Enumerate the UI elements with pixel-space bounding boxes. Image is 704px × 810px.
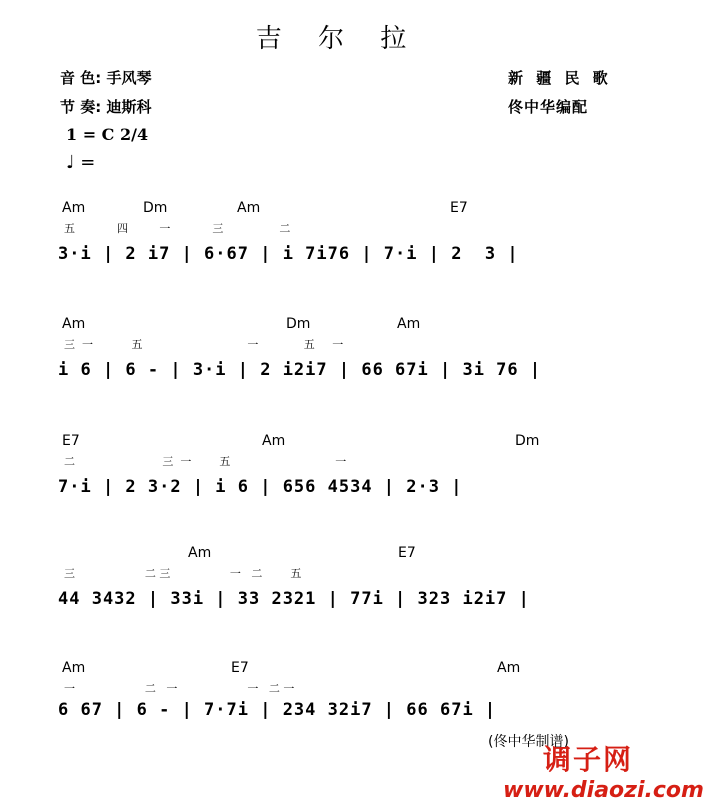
chord-label: Am <box>262 433 286 449</box>
song-title: 吉 尔 拉 <box>255 24 421 54</box>
watermark-url: www.diaozi.com <box>503 778 704 803</box>
tempo-marking: ♩ = <box>66 152 96 173</box>
source-label: 新 疆 民 歌 <box>508 69 612 87</box>
notation-line: 6 67 | 6 - | 7·7i | 234 32i7 | 66 67i | <box>58 700 497 720</box>
chord-label: Am <box>397 316 421 332</box>
staff-row-2 <box>0 316 676 416</box>
notation-line: 44 3432 | 33i | 33 2321 | 77i | 323 i2i7 | <box>58 589 530 609</box>
chord-label: Am <box>497 660 521 676</box>
chord-label: Am <box>237 200 261 216</box>
bowing-marks: 一 二 一 一 二 一 <box>64 682 295 695</box>
chord-label: Am <box>62 200 86 216</box>
chord-label: Am <box>188 545 212 561</box>
chord-label: E7 <box>450 200 468 216</box>
staff-row-4 <box>0 545 676 645</box>
watermark-logo: 调子网 <box>542 743 633 776</box>
bowing-marks: 五 四 一 三 二 <box>64 222 291 235</box>
chord-label: E7 <box>398 545 416 561</box>
chord-label: Am <box>62 316 86 332</box>
arranger-label: 佟中华编配 <box>508 98 589 116</box>
bowing-marks: 三 一 五 一 五 一 <box>64 338 344 351</box>
chord-label: Dm <box>143 200 168 216</box>
site-watermark <box>503 738 704 808</box>
notation-line: i 6 | 6 - | 3·i | 2 i2i7 | 66 67i | 3i 76 | <box>58 360 542 380</box>
transcriber-credit: (佟中华制谱) <box>488 734 569 750</box>
bowing-marks: 三 二 三 一 二 五 <box>64 567 302 580</box>
bowing-marks: 二 三 一 五 一 <box>64 455 347 468</box>
timbre-label: 音 色: 手风琴 <box>60 69 152 87</box>
notation-line: 3·i | 2 i7 | 6·67 | i 7i76 | 7·i | 2 3 | <box>58 244 519 264</box>
notation-line: 7·i | 2 3·2 | i 6 | 656 4534 | 2·3 | <box>58 477 463 497</box>
chord-label: Dm <box>286 316 311 332</box>
staff-row-1 <box>0 200 676 300</box>
chord-label: Am <box>62 660 86 676</box>
key-signature: 1 = C 2/4 <box>66 125 149 144</box>
rhythm-label: 节 奏: 迪斯科 <box>60 98 152 116</box>
chord-label: Dm <box>515 433 540 449</box>
chord-label: E7 <box>231 660 249 676</box>
chord-label: E7 <box>62 433 80 449</box>
staff-row-3 <box>0 433 676 533</box>
